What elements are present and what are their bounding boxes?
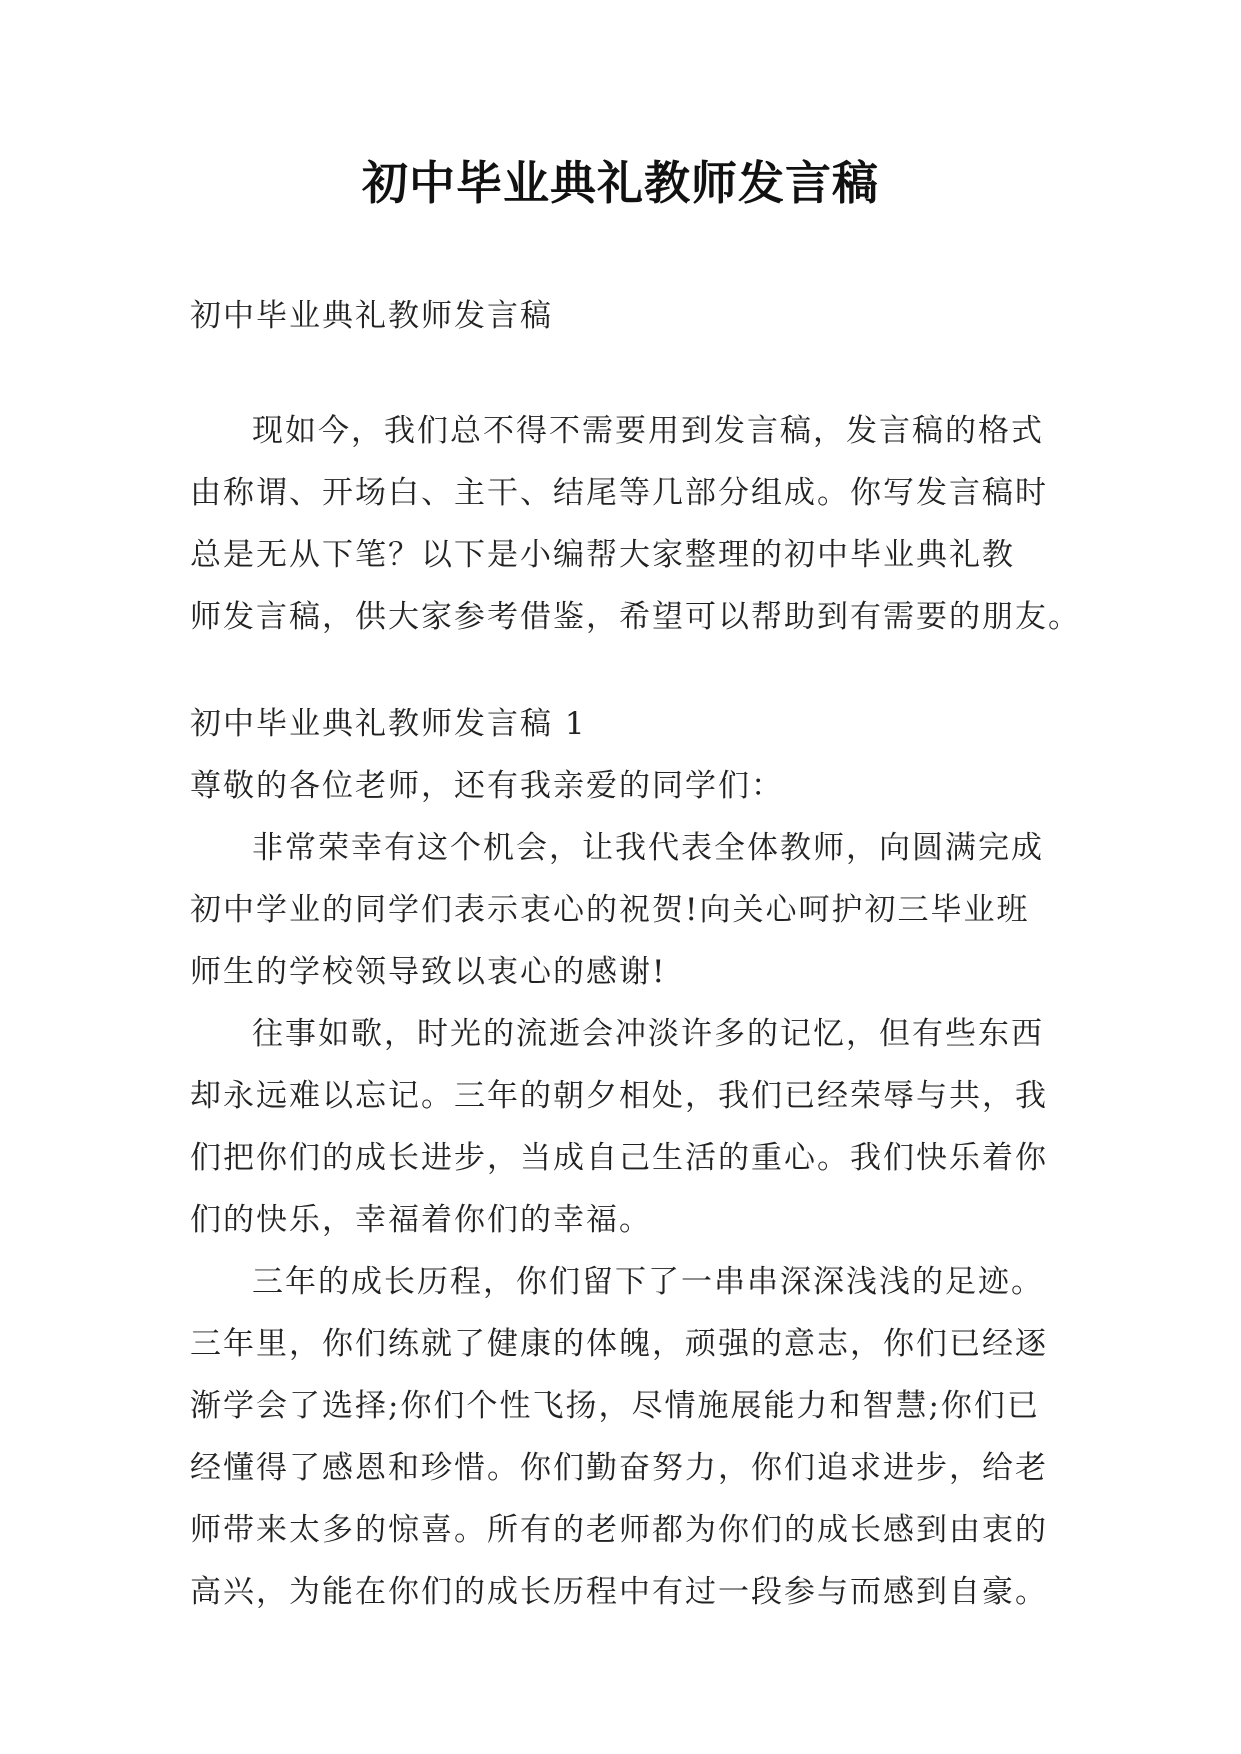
speech-paragraph: [190, 1251, 1070, 1623]
speech-paragraph: [190, 1003, 1070, 1251]
intro-paragraph: [190, 400, 1081, 648]
salutation: 尊敬的各位老师，还有我亲爱的同学们：: [190, 768, 784, 804]
paragraph-line: 们的快乐，幸福着你们的幸福。: [190, 1202, 652, 1238]
paragraph-line: 高兴，为能在你们的成长历程中有过一段参与而感到自豪。: [190, 1574, 1048, 1610]
paragraph-line: 师带来太多的惊喜。所有的老师都为你们的成长感到由衷的: [190, 1512, 1048, 1548]
paragraph-line: 往事如歌，时光的流逝会冲淡许多的记忆，但有些东西: [252, 1016, 1044, 1052]
paragraph-line: 初中学业的同学们表示衷心的祝贺!向关心呵护初三毕业班: [190, 892, 1030, 928]
intro-line: 由称谓、开场白、主干、结尾等几部分组成。你写发言稿时: [190, 475, 1048, 511]
paragraph-line: 三年里，你们练就了健康的体魄，顽强的意志，你们已经逐: [190, 1326, 1048, 1362]
paragraph-line: 非常荣幸有这个机会，让我代表全体教师，向圆满完成: [252, 830, 1044, 866]
document-title: 初中毕业典礼教师发言稿: [362, 156, 879, 210]
paragraph-line: 渐学会了选择;你们个性飞扬，尽情施展能力和智慧;你们已: [190, 1388, 1040, 1424]
paragraph-line: 却永远难以忘记。三年的朝夕相处，我们已经荣辱与共，我: [190, 1078, 1048, 1114]
intro-line: 现如今，我们总不得不需要用到发言稿，发言稿的格式: [252, 413, 1044, 449]
paragraph-line: 经懂得了感恩和珍惜。你们勤奋努力，你们追求进步，给老: [190, 1450, 1048, 1486]
speech-paragraph: [190, 817, 1070, 1003]
speech-body: [190, 817, 1070, 1623]
intro-line: 总是无从下笔？以下是小编帮大家整理的初中毕业典礼教: [190, 537, 1015, 573]
document-subtitle: 初中毕业典礼教师发言稿: [190, 298, 553, 334]
paragraph-line: 师生的学校领导致以衷心的感谢!: [190, 954, 667, 990]
intro-line: 师发言稿，供大家参考借鉴，希望可以帮助到有需要的朋友。: [190, 599, 1081, 635]
paragraph-line: 们把你们的成长进步，当成自己生活的重心。我们快乐着你: [190, 1140, 1048, 1176]
section-heading: 初中毕业典礼教师发言稿 1: [190, 706, 587, 742]
paragraph-line: 三年的成长历程，你们留下了一串串深深浅浅的足迹。: [252, 1264, 1044, 1300]
